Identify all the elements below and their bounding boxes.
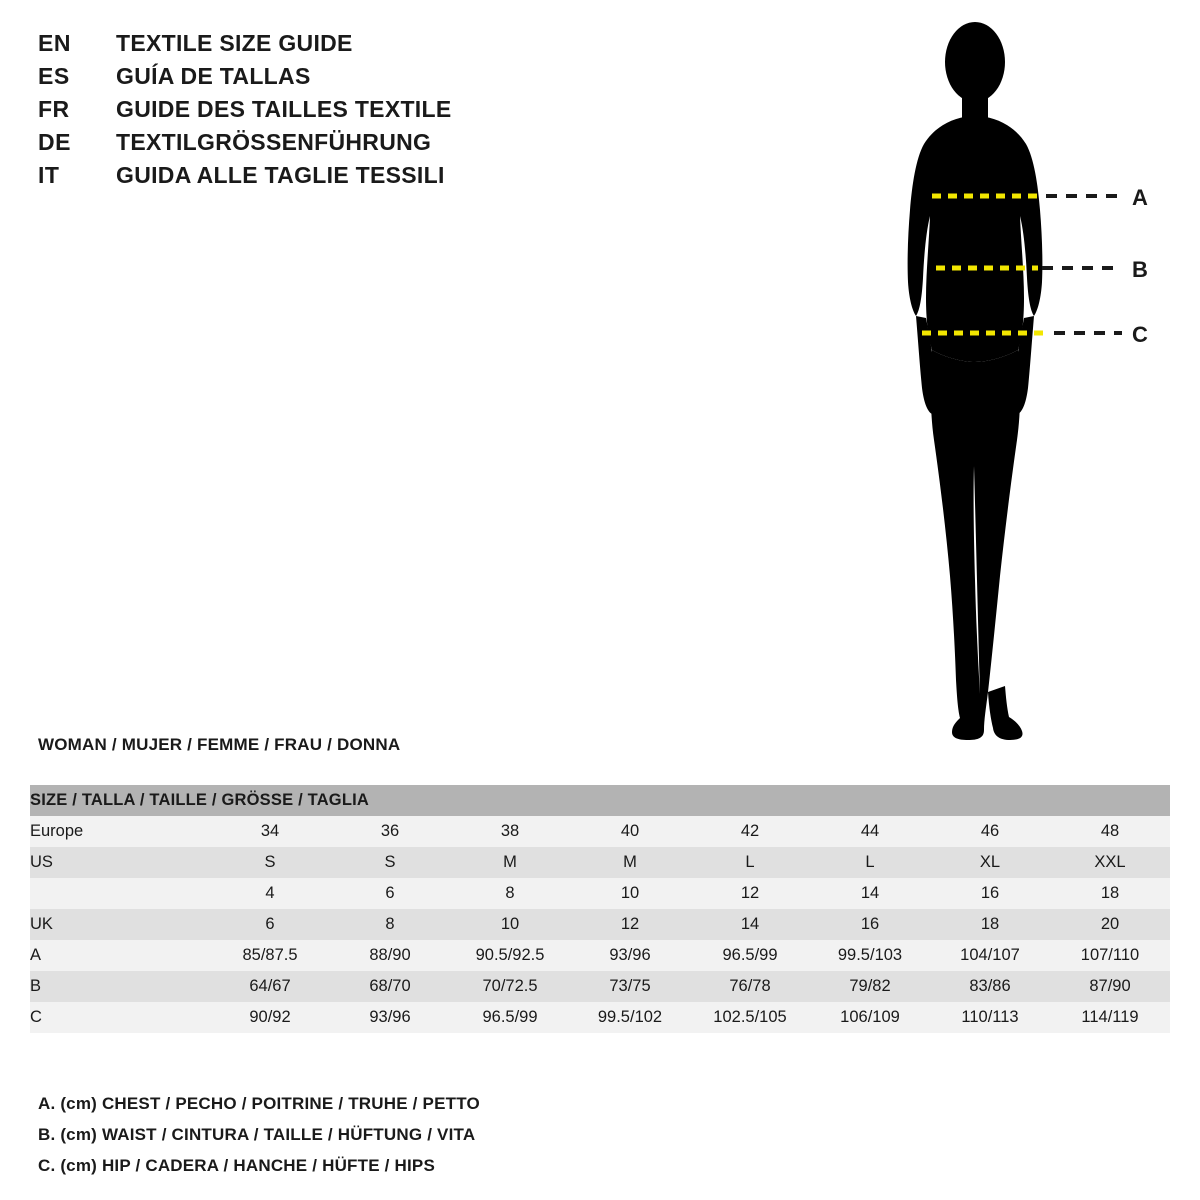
title-lang-de: DE — [38, 129, 71, 155]
row-label-us-numeric — [30, 878, 210, 909]
cell: 96.5/99 — [450, 1002, 570, 1033]
cell: 38 — [450, 816, 570, 847]
cell: 10 — [450, 909, 570, 940]
row-label-c: C — [30, 1002, 210, 1033]
cell: 18 — [1050, 878, 1170, 909]
cell: 12 — [570, 909, 690, 940]
table-row — [30, 816, 1170, 847]
cell: 96.5/99 — [690, 940, 810, 971]
cell: 83/86 — [930, 971, 1050, 1002]
cell: 70/72.5 — [450, 971, 570, 1002]
cell: 102.5/105 — [690, 1002, 810, 1033]
title-lang-en: EN — [38, 30, 71, 56]
cell: 44 — [810, 816, 930, 847]
cell: S — [330, 847, 450, 878]
cell: 114/119 — [1050, 1002, 1170, 1033]
size-table — [30, 785, 1170, 1033]
cell: L — [690, 847, 810, 878]
cell: 110/113 — [930, 1002, 1050, 1033]
table-row — [30, 878, 1170, 909]
cell: 10 — [570, 878, 690, 909]
title-text-it: GUIDA ALLE TAGLIE TESSILI — [116, 162, 445, 188]
cell: 34 — [210, 816, 330, 847]
cell: 68/70 — [330, 971, 450, 1002]
cell: M — [570, 847, 690, 878]
cell: 6 — [210, 909, 330, 940]
table-header-label: SIZE / TALLA / TAILLE / GRÖSSE / TAGLIA — [30, 785, 1170, 816]
row-label-b: B — [30, 971, 210, 1002]
cell: S — [210, 847, 330, 878]
row-label-a: A — [30, 940, 210, 971]
cell: 14 — [810, 878, 930, 909]
cell: 14 — [690, 909, 810, 940]
cell: 42 — [690, 816, 810, 847]
title-text-de: TEXTILGRÖSSENFÜHRUNG — [116, 129, 432, 155]
cell: L — [810, 847, 930, 878]
table-row — [30, 909, 1170, 940]
title-lang-es: ES — [38, 63, 70, 89]
table-row — [30, 1002, 1170, 1033]
cell: 79/82 — [810, 971, 930, 1002]
footnote-b: B. (cm) WAIST / CINTURA / TAILLE / HÜFTUNG / VITA — [38, 1125, 476, 1144]
cell: 8 — [330, 909, 450, 940]
cell: 93/96 — [330, 1002, 450, 1033]
cell: 85/87.5 — [210, 940, 330, 971]
title-row — [38, 129, 658, 162]
title-row — [38, 96, 658, 129]
cell: 93/96 — [570, 940, 690, 971]
cell: 90.5/92.5 — [450, 940, 570, 971]
table-row — [30, 940, 1170, 971]
female-silhouette-figure — [860, 20, 1190, 750]
cell: 48 — [1050, 816, 1170, 847]
title-text-en: TEXTILE SIZE GUIDE — [116, 30, 353, 56]
row-label-us: US — [30, 847, 210, 878]
cell: 36 — [330, 816, 450, 847]
cell: 46 — [930, 816, 1050, 847]
cell: 90/92 — [210, 1002, 330, 1033]
title-text-fr: GUIDE DES TAILLES TEXTILE — [116, 96, 452, 122]
cell: 87/90 — [1050, 971, 1170, 1002]
footnotes — [38, 1088, 938, 1181]
cell: 104/107 — [930, 940, 1050, 971]
title-lang-it: IT — [38, 162, 60, 188]
title-row — [38, 30, 658, 63]
table-row — [30, 971, 1170, 1002]
cell: 8 — [450, 878, 570, 909]
footnote-c: C. (cm) HIP / CADERA / HANCHE / HÜFTE / HIPS — [38, 1156, 436, 1175]
silhouette-shape — [908, 22, 1043, 740]
cell: 4 — [210, 878, 330, 909]
cell: 20 — [1050, 909, 1170, 940]
cell: 6 — [330, 878, 450, 909]
title-lang-fr: FR — [38, 96, 70, 122]
marker-label-b: B — [1132, 257, 1148, 282]
title-text-es: GUÍA DE TALLAS — [116, 63, 311, 89]
cell: 16 — [810, 909, 930, 940]
title-row — [38, 63, 658, 96]
cell: 64/67 — [210, 971, 330, 1002]
cell: XL — [930, 847, 1050, 878]
cell: 76/78 — [690, 971, 810, 1002]
cell: 16 — [930, 878, 1050, 909]
table-row — [30, 847, 1170, 878]
marker-label-c: C — [1132, 322, 1148, 347]
cell: 73/75 — [570, 971, 690, 1002]
row-label-uk: UK — [30, 909, 210, 940]
cell: 88/90 — [330, 940, 450, 971]
row-label-europe: Europe — [30, 816, 210, 847]
cell: 99.5/103 — [810, 940, 930, 971]
footnote-a: A. (cm) CHEST / PECHO / POITRINE / TRUHE / PETTO — [38, 1094, 480, 1113]
cell: M — [450, 847, 570, 878]
table-header-row — [30, 785, 1170, 816]
cell: 18 — [930, 909, 1050, 940]
cell: 12 — [690, 878, 810, 909]
section-label-woman: WOMAN / MUJER / FEMME / FRAU / DONNA — [38, 735, 401, 754]
cell: 106/109 — [810, 1002, 930, 1033]
cell: XXL — [1050, 847, 1170, 878]
cell: 99.5/102 — [570, 1002, 690, 1033]
title-block — [38, 30, 658, 195]
marker-label-a: A — [1132, 185, 1148, 210]
cell: 40 — [570, 816, 690, 847]
cell: 107/110 — [1050, 940, 1170, 971]
title-row — [38, 162, 658, 195]
